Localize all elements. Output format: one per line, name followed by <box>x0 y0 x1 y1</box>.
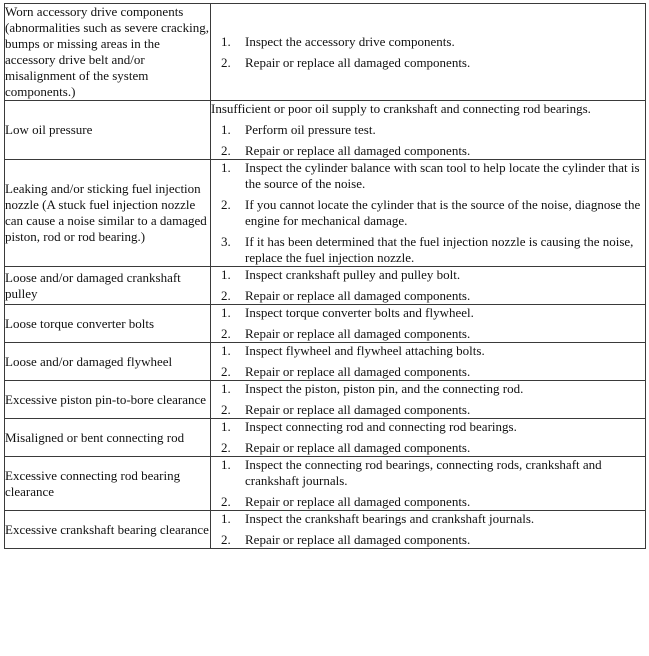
step-number: 1. <box>221 511 231 526</box>
step-text: Repair or replace all damaged components. <box>245 54 471 70</box>
step-text: Inspect flywheel and flywheel attaching bolts. <box>245 343 485 358</box>
cause-cell: Leaking and/or sticking fuel injection nozzle (A stuck fuel injection nozzle can cause a noise similar to a damaged piston, rod or rod bearing.) <box>5 160 211 267</box>
step-item <box>211 55 645 71</box>
step-number: 1. <box>221 122 231 137</box>
table-row <box>5 457 646 511</box>
cause-cell: Worn accessory drive components (abnormalities such as severe cracking, bumps or missing areas in the accessory drive belt and/or misalignment of the system components.) <box>5 4 209 99</box>
table-row <box>5 160 646 267</box>
step-list <box>211 160 645 266</box>
step-list <box>211 305 645 342</box>
step-text: Inspect the cylinder balance with scan tool to help locate the cylinder that is the source of the noise. <box>245 160 640 191</box>
step-text: If it has been determined that the fuel injection nozzle is causing the noise, replace the fuel injection nozzle. <box>245 234 634 265</box>
step-item <box>211 364 645 380</box>
action-cell <box>211 4 646 101</box>
step-item <box>211 440 645 456</box>
step-item <box>211 160 645 192</box>
step-list <box>211 381 645 418</box>
table-row <box>5 343 646 381</box>
step-number: 1. <box>221 343 231 358</box>
step-item <box>211 511 645 527</box>
table-row <box>5 4 646 101</box>
step-number: 1. <box>221 160 231 175</box>
step-item <box>211 343 645 359</box>
step-number: 2. <box>221 364 231 379</box>
step-text: If you cannot locate the cylinder that is the source of the noise, diagnose the engine for mechanical damage. <box>245 197 641 228</box>
step-number: 2. <box>221 143 231 158</box>
step-text: Inspect the piston, piston pin, and the connecting rod. <box>245 381 524 396</box>
table-row <box>5 101 646 160</box>
table-row <box>5 305 646 343</box>
step-text: Repair or replace all damaged components. <box>245 494 471 509</box>
step-list <box>211 511 645 548</box>
step-number: 1. <box>221 305 231 320</box>
action-cell <box>211 511 646 549</box>
action-cell <box>211 101 646 160</box>
step-item <box>211 197 645 229</box>
step-item <box>211 305 645 321</box>
table-row <box>5 511 646 549</box>
step-text: Repair or replace all damaged components. <box>245 532 471 547</box>
table-row <box>5 381 646 419</box>
table-row <box>5 267 646 305</box>
step-number: 2. <box>221 494 231 509</box>
step-number: 2. <box>221 402 231 417</box>
step-text: Inspect connecting rod and connecting rod bearings. <box>245 419 517 434</box>
step-number: 1. <box>221 267 231 282</box>
step-item <box>211 419 645 435</box>
step-number: 2. <box>221 288 231 303</box>
step-text: Repair or replace all damaged components. <box>245 326 471 341</box>
step-item <box>211 457 645 489</box>
step-number: 1. <box>221 419 231 434</box>
step-item <box>211 34 645 50</box>
step-text: Inspect the crankshaft bearings and crankshaft journals. <box>245 511 535 526</box>
step-text: Inspect crankshaft pulley and pulley bolt. <box>245 267 461 282</box>
action-cell <box>211 305 646 343</box>
step-list <box>211 122 645 159</box>
step-item <box>211 234 645 266</box>
step-text: Repair or replace all damaged components. <box>245 288 471 303</box>
step-text: Perform oil pressure test. <box>245 122 376 137</box>
action-cell <box>211 381 646 419</box>
cause-cell: Low oil pressure <box>5 101 211 160</box>
step-number: 1. <box>221 457 231 472</box>
step-item <box>211 267 645 283</box>
step-text: Repair or replace all damaged components. <box>245 143 471 158</box>
diagnostic-table <box>4 3 646 549</box>
cause-cell: Loose and/or damaged crankshaft pulley <box>5 267 211 305</box>
step-text: Repair or replace all damaged components. <box>245 364 471 379</box>
step-number: 1. <box>221 33 231 49</box>
action-cell <box>211 343 646 381</box>
action-cell <box>211 419 646 457</box>
step-text: Inspect the connecting rod bearings, connecting rods, crankshaft and crankshaft journals. <box>245 457 602 488</box>
cause-cell: Loose and/or damaged flywheel <box>5 343 211 381</box>
step-item <box>211 402 645 418</box>
cause-cell: Excessive connecting rod bearing clearance <box>5 457 211 511</box>
step-item <box>211 532 645 548</box>
step-list <box>211 34 645 71</box>
cause-cell: Misaligned or bent connecting rod <box>5 419 211 457</box>
cause-cell: Excessive crankshaft bearing clearance <box>5 511 211 549</box>
cause-cell: Excessive piston pin-to-bore clearance <box>5 381 211 419</box>
step-number: 3. <box>221 234 231 249</box>
step-item <box>211 381 645 397</box>
step-item <box>211 143 645 159</box>
step-item <box>211 122 645 138</box>
step-item <box>211 288 645 304</box>
step-list <box>211 419 645 456</box>
step-number: 2. <box>221 532 231 547</box>
step-text: Inspect the accessory drive components. <box>245 33 455 49</box>
cause-cell: Loose torque converter bolts <box>5 305 211 343</box>
step-list <box>211 267 645 304</box>
step-text: Inspect torque converter bolts and flywheel. <box>245 305 474 320</box>
step-item <box>211 494 645 510</box>
step-text: Repair or replace all damaged components. <box>245 402 471 417</box>
table-row <box>5 419 646 457</box>
step-list <box>211 457 645 510</box>
step-number: 2. <box>221 54 231 70</box>
action-cell <box>211 160 646 267</box>
action-note: Insufficient or poor oil supply to crankshaft and connecting rod bearings. <box>211 101 591 116</box>
step-item <box>211 326 645 342</box>
step-number: 2. <box>221 326 231 341</box>
action-cell <box>211 267 646 305</box>
step-number: 2. <box>221 197 231 212</box>
step-list <box>211 343 645 380</box>
step-text: Repair or replace all damaged components. <box>245 440 471 455</box>
step-number: 2. <box>221 440 231 455</box>
step-number: 1. <box>221 381 231 396</box>
action-cell <box>211 457 646 511</box>
